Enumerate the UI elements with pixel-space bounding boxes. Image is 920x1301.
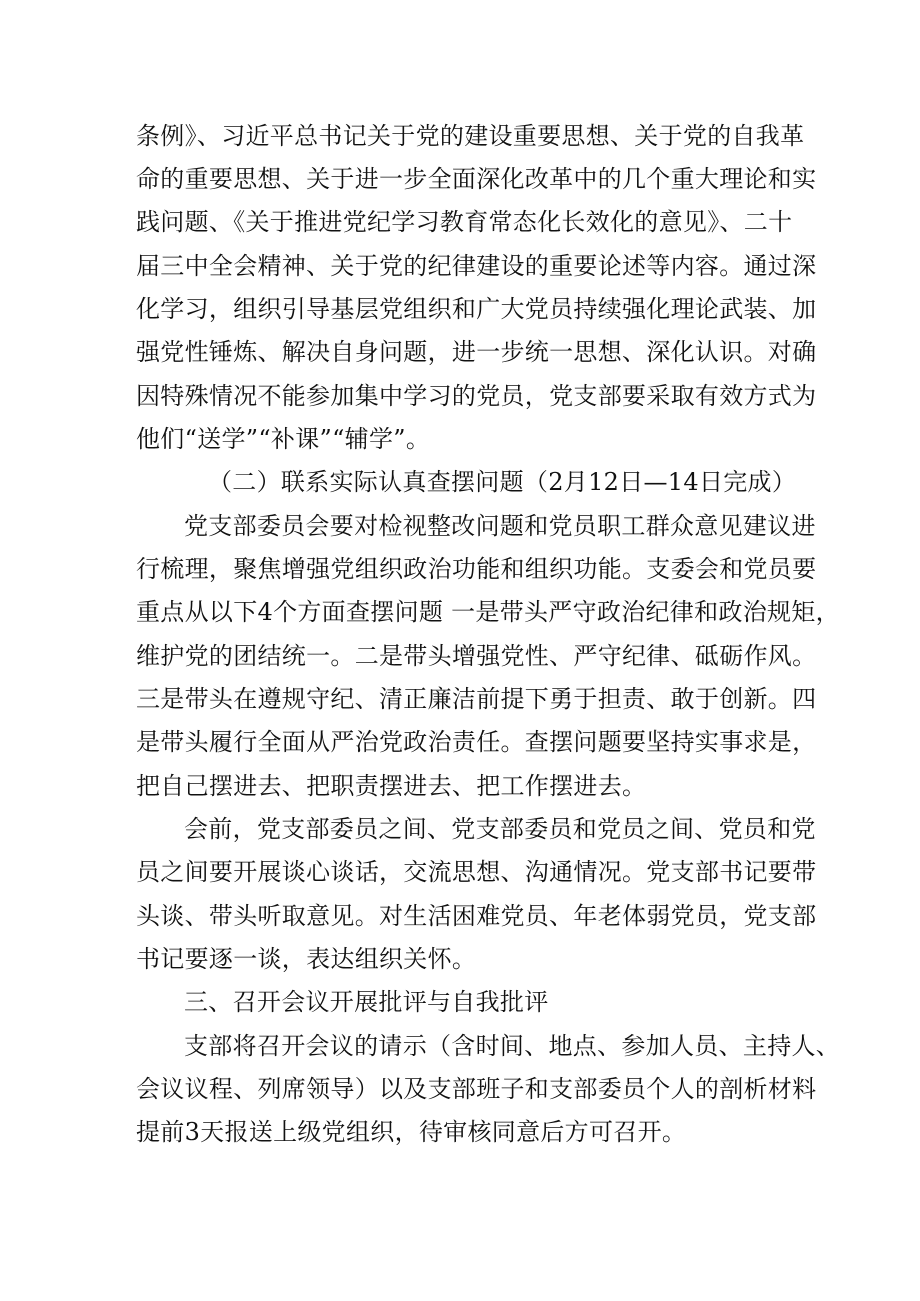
section-heading: 三、召开会议开展批评与自我批评 <box>184 988 549 1016</box>
paragraph-1-line: 条例》、习近平总书记关于党的建设重要思想、关于党的自我革 <box>136 122 805 150</box>
paragraph-3-line: 书记要逐一谈，表达组织关怀。 <box>136 945 477 973</box>
paragraph-1-line: 命的重要思想、关于进一步全面深化改革中的几个重大理论和实 <box>136 165 817 193</box>
paragraph-3-line: 会前，党支部委员之间、党支部委员和党员之间、党员和党 <box>184 815 816 843</box>
paragraph-3-line: 员之间要开展谈心谈话，交流思想、沟通情况。党支部书记要带 <box>136 858 817 886</box>
paragraph-4-line: 会议议程、列席领导）以及支部班子和支部委员个人的剖析材料 <box>136 1075 817 1103</box>
paragraph-1-line: 届三中全会精神、关于党的纪律建设的重要论述等内容。通过深 <box>136 252 817 280</box>
paragraph-3-line: 头谈、带头听取意见。对生活困难党员、年老体弱党员，党支部 <box>136 902 817 930</box>
paragraph-2-line: 党支部委员会要对检视整改问题和党员职工群众意见建议进 <box>184 512 816 540</box>
section-heading: （二）联系实际认真查摆问题（2月12日—14日完成） <box>208 468 797 496</box>
paragraph-1-line: 践问题、《关于推进党纪学习教育常态化长效化的意见》、二十 <box>136 208 793 236</box>
paragraph-2-line: 是带头履行全面从严治党政治责任。查摆问题要坚持实事求是， <box>136 728 817 756</box>
paragraph-1-line: 强党性锤炼、解决自身问题，进一步统一思想、深化认识。对确 <box>136 338 817 366</box>
paragraph-1-line: 他们“送学”“补课”“辅学”。 <box>136 425 431 453</box>
paragraph-1-line: 化学习，组织引导基层党组织和广大党员持续强化理论武装、加 <box>136 295 817 323</box>
paragraph-2-line: 三是带头在遵规守纪、清正廉洁前提下勇于担责、敢于创新。四 <box>136 685 817 713</box>
paragraph-4-line: 提前3天报送上级党组织，待审核同意后方可召开。 <box>136 1118 687 1146</box>
paragraph-2-line: 维护党的团结统一。二是带头增强党性、严守纪律、砥砺作风。 <box>136 642 817 670</box>
paragraph-2-line: 行梳理，聚焦增强党组织政治功能和组织功能。支委会和党员要 <box>136 555 817 583</box>
paragraph-4-line: 支部将召开会议的请示（含时间、地点、参加人员、主持人、 <box>184 1032 841 1060</box>
paragraph-1-line: 因特殊情况不能参加集中学习的党员，党支部要采取有效方式为 <box>136 382 817 410</box>
paragraph-2-line: 重点从以下4个方面查摆问题 一是带头严守政治纪律和政治规矩， <box>136 598 840 626</box>
paragraph-2-line: 把自己摆进去、把职责摆进去、把工作摆进去。 <box>136 772 647 800</box>
